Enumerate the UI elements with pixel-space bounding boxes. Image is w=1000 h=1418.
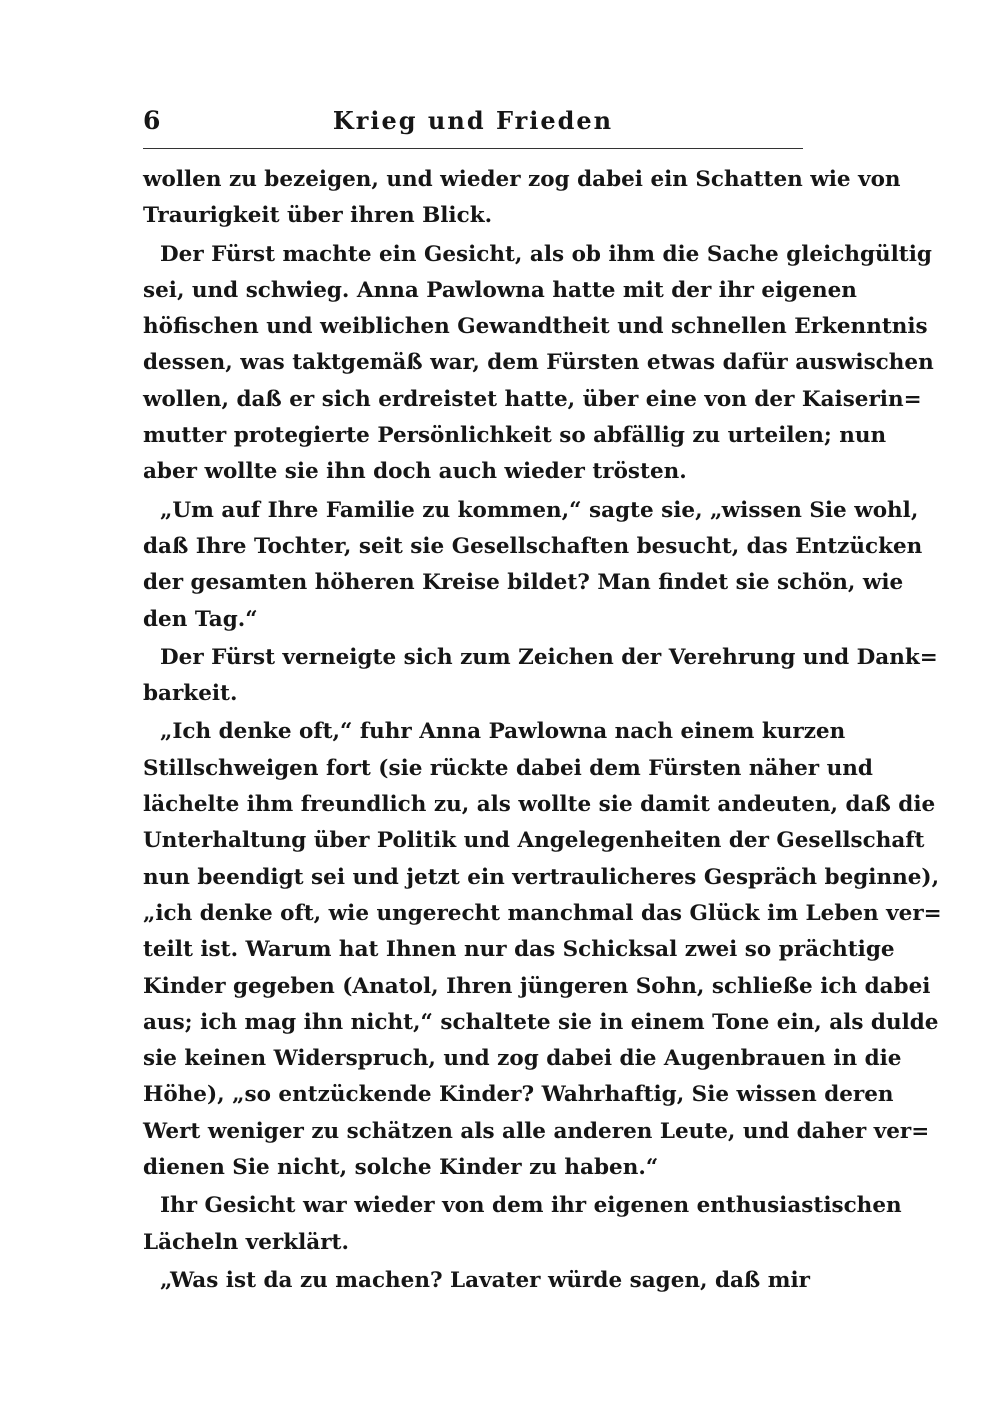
- text-line: „Ich denke oft,“ fuhr Anna Pawlowna nach einem kurzen: [160, 719, 846, 745]
- text-line: Unterhaltung über Politik und Angelegenheiten der Gesellschaft: [143, 828, 925, 854]
- text-line: sei, und schwieg. Anna Pawlowna hatte mit der ihr eigenen: [143, 277, 857, 303]
- text-line: Wert weniger zu schätzen als alle anderen Leute, und daher ver=: [143, 1118, 930, 1144]
- text-line: aber wollte sie ihn doch auch wieder trösten.: [143, 459, 687, 485]
- text-line: Der Fürst machte ein Gesicht, als ob ihm die Sache gleichgültig: [160, 241, 932, 267]
- text-line: Ihr Gesicht war wieder von dem ihr eigenen enthusiastischen: [160, 1193, 902, 1219]
- text-line: Traurigkeit über ihren Blick.: [143, 203, 493, 229]
- text-line: aus; ich mag ihn nicht,“ schaltete sie in einem Tone ein, als dulde: [143, 1009, 939, 1035]
- text-line: nun beendigt sei und jetzt ein vertraulicheres Gespräch beginne),: [143, 864, 940, 890]
- text-line: höfischen und weiblichen Gewandtheit und schnellen Erkenntnis: [143, 314, 928, 340]
- page-number: 6: [143, 106, 161, 135]
- text-line: „Um auf Ihre Familie zu kommen,“ sagte sie, „wissen Sie wohl,: [160, 497, 919, 523]
- text-line: teilt ist. Warum hat Ihnen nur das Schicksal zwei so prächtige: [143, 937, 895, 963]
- text-line: sie keinen Widerspruch, und zog dabei die Augenbrauen in die: [143, 1046, 902, 1072]
- header-rule: [143, 148, 803, 149]
- text-line: Der Fürst verneigte sich zum Zeichen der Verehrung und Dank=: [160, 644, 938, 670]
- page-header: [143, 106, 803, 144]
- text-line: Höhe), „so entzückende Kinder? Wahrhaftig, Sie wissen deren: [143, 1082, 894, 1108]
- text-line: Lächeln verklärt.: [143, 1229, 349, 1255]
- text-line: daß Ihre Tochter, seit sie Gesellschaften besucht, das Entzücken: [143, 533, 923, 559]
- text-line: lächelte ihm freundlich zu, als wollte sie damit andeuten, daß die: [143, 792, 936, 818]
- text-line: dessen, was taktgemäß war, dem Fürsten etwas dafür auswischen: [143, 350, 934, 376]
- text-line: Stillschweigen fort (sie rückte dabei dem Fürsten näher und: [143, 755, 873, 781]
- text-line: mutter protegierte Persönlichkeit so abfällig zu urteilen; nun: [143, 423, 887, 449]
- text-line: wollen, daß er sich erdreistet hatte, über eine von der Kaiserin=: [143, 386, 922, 412]
- text-line: dienen Sie nicht, solche Kinder zu haben.“: [143, 1155, 659, 1181]
- running-title: Krieg und Frieden: [332, 106, 614, 135]
- text-line: den Tag.“: [143, 606, 258, 632]
- text-line: wollen zu bezeigen, und wieder zog dabei ein Schatten wie von: [143, 167, 901, 192]
- text-line: der gesamten höheren Kreise bildet? Man findet sie schön, wie: [143, 570, 904, 596]
- text-line: Kinder gegeben (Anatol, Ihren jüngeren Sohn, schließe ich dabei: [143, 973, 931, 999]
- body-text: [143, 162, 942, 1299]
- text-line: barkeit.: [143, 681, 238, 707]
- text-line: „ich denke oft, wie ungerecht manchmal das Glück im Leben ver=: [143, 900, 942, 926]
- text-line: „Was ist da zu machen? Lavater würde sagen, daß mir: [160, 1267, 810, 1293]
